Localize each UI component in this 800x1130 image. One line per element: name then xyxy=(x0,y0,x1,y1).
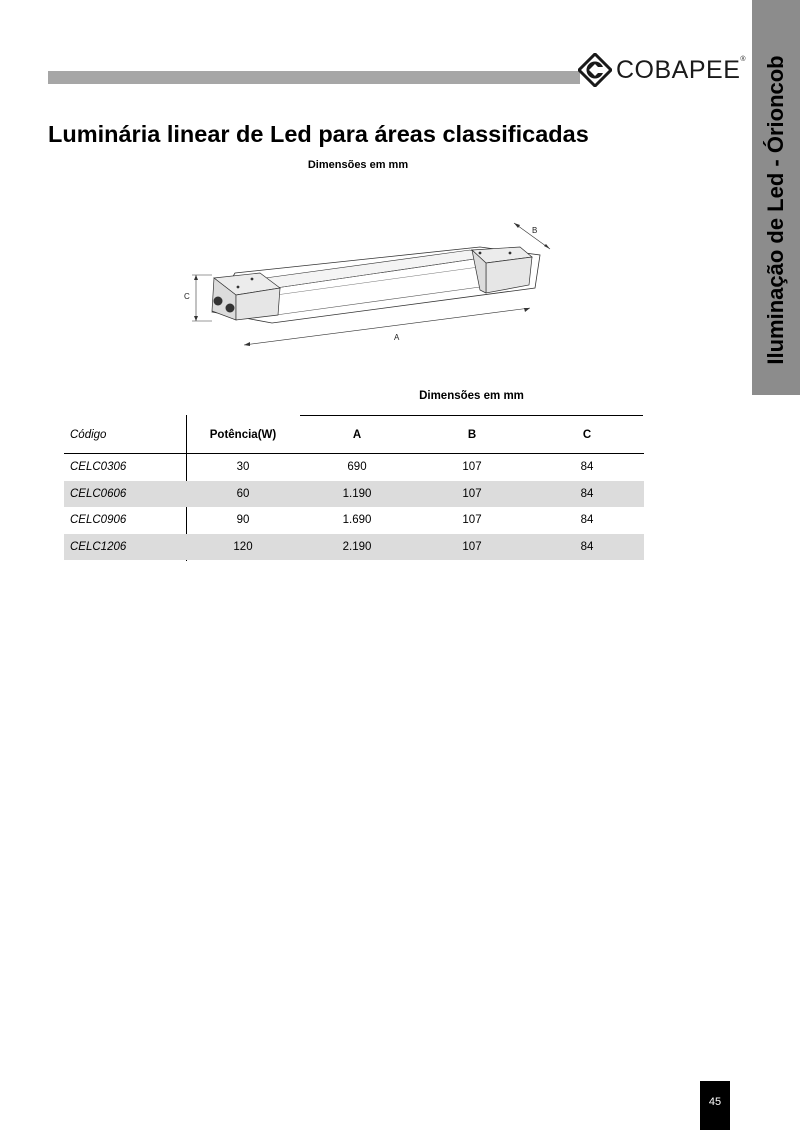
table-row xyxy=(64,507,644,534)
cell-c: 84 xyxy=(580,487,594,500)
cell-a: 690 xyxy=(347,461,367,474)
cell-power: 90 xyxy=(236,514,250,527)
cell-power: 30 xyxy=(236,461,250,474)
dimension-c-label: C xyxy=(184,292,190,301)
table-header xyxy=(64,416,644,454)
col-header-b: B xyxy=(467,428,477,441)
brand-name: COBAPEE® xyxy=(616,55,747,84)
cell-b: 107 xyxy=(462,461,482,474)
cell-b: 107 xyxy=(462,540,482,553)
cell-power: 60 xyxy=(236,487,250,500)
cell-b: 107 xyxy=(462,514,482,527)
cell-code: CELC1206 xyxy=(70,540,127,553)
header-bar xyxy=(48,71,580,84)
side-tab-label: Iluminação de Led - Órioncob xyxy=(763,55,788,365)
cell-a: 2.190 xyxy=(342,540,372,553)
col-header-power: Potência(W) xyxy=(209,428,277,441)
page-number: 45 xyxy=(700,1081,730,1130)
table-row xyxy=(64,534,644,561)
luminaire-drawing xyxy=(180,215,560,350)
page-title: Luminária linear de Led para áreas classificadas xyxy=(48,121,589,147)
cell-b: 107 xyxy=(462,487,482,500)
cobapee-logo-icon xyxy=(578,53,612,87)
table-row xyxy=(64,454,644,481)
col-header-code: Código xyxy=(70,428,107,441)
cell-c: 84 xyxy=(580,514,594,527)
cell-power: 120 xyxy=(233,540,253,553)
cell-code: CELC0606 xyxy=(70,487,127,500)
drawing-subtitle: Dimensões em mm xyxy=(307,159,409,171)
col-header-a: A xyxy=(352,428,362,441)
brand-logo xyxy=(578,52,746,88)
col-header-c: C xyxy=(582,428,592,441)
cell-code: CELC0906 xyxy=(70,514,127,527)
dimension-b-label: B xyxy=(532,226,538,235)
cell-c: 84 xyxy=(580,461,594,474)
cell-code: CELC0306 xyxy=(70,461,127,474)
table-row xyxy=(64,481,644,508)
dimension-a-label: A xyxy=(394,333,400,342)
cell-a: 1.690 xyxy=(342,514,372,527)
cell-a: 1.190 xyxy=(342,487,372,500)
cell-c: 84 xyxy=(580,540,594,553)
dimensions-group-header: Dimensões em mm xyxy=(300,384,643,416)
